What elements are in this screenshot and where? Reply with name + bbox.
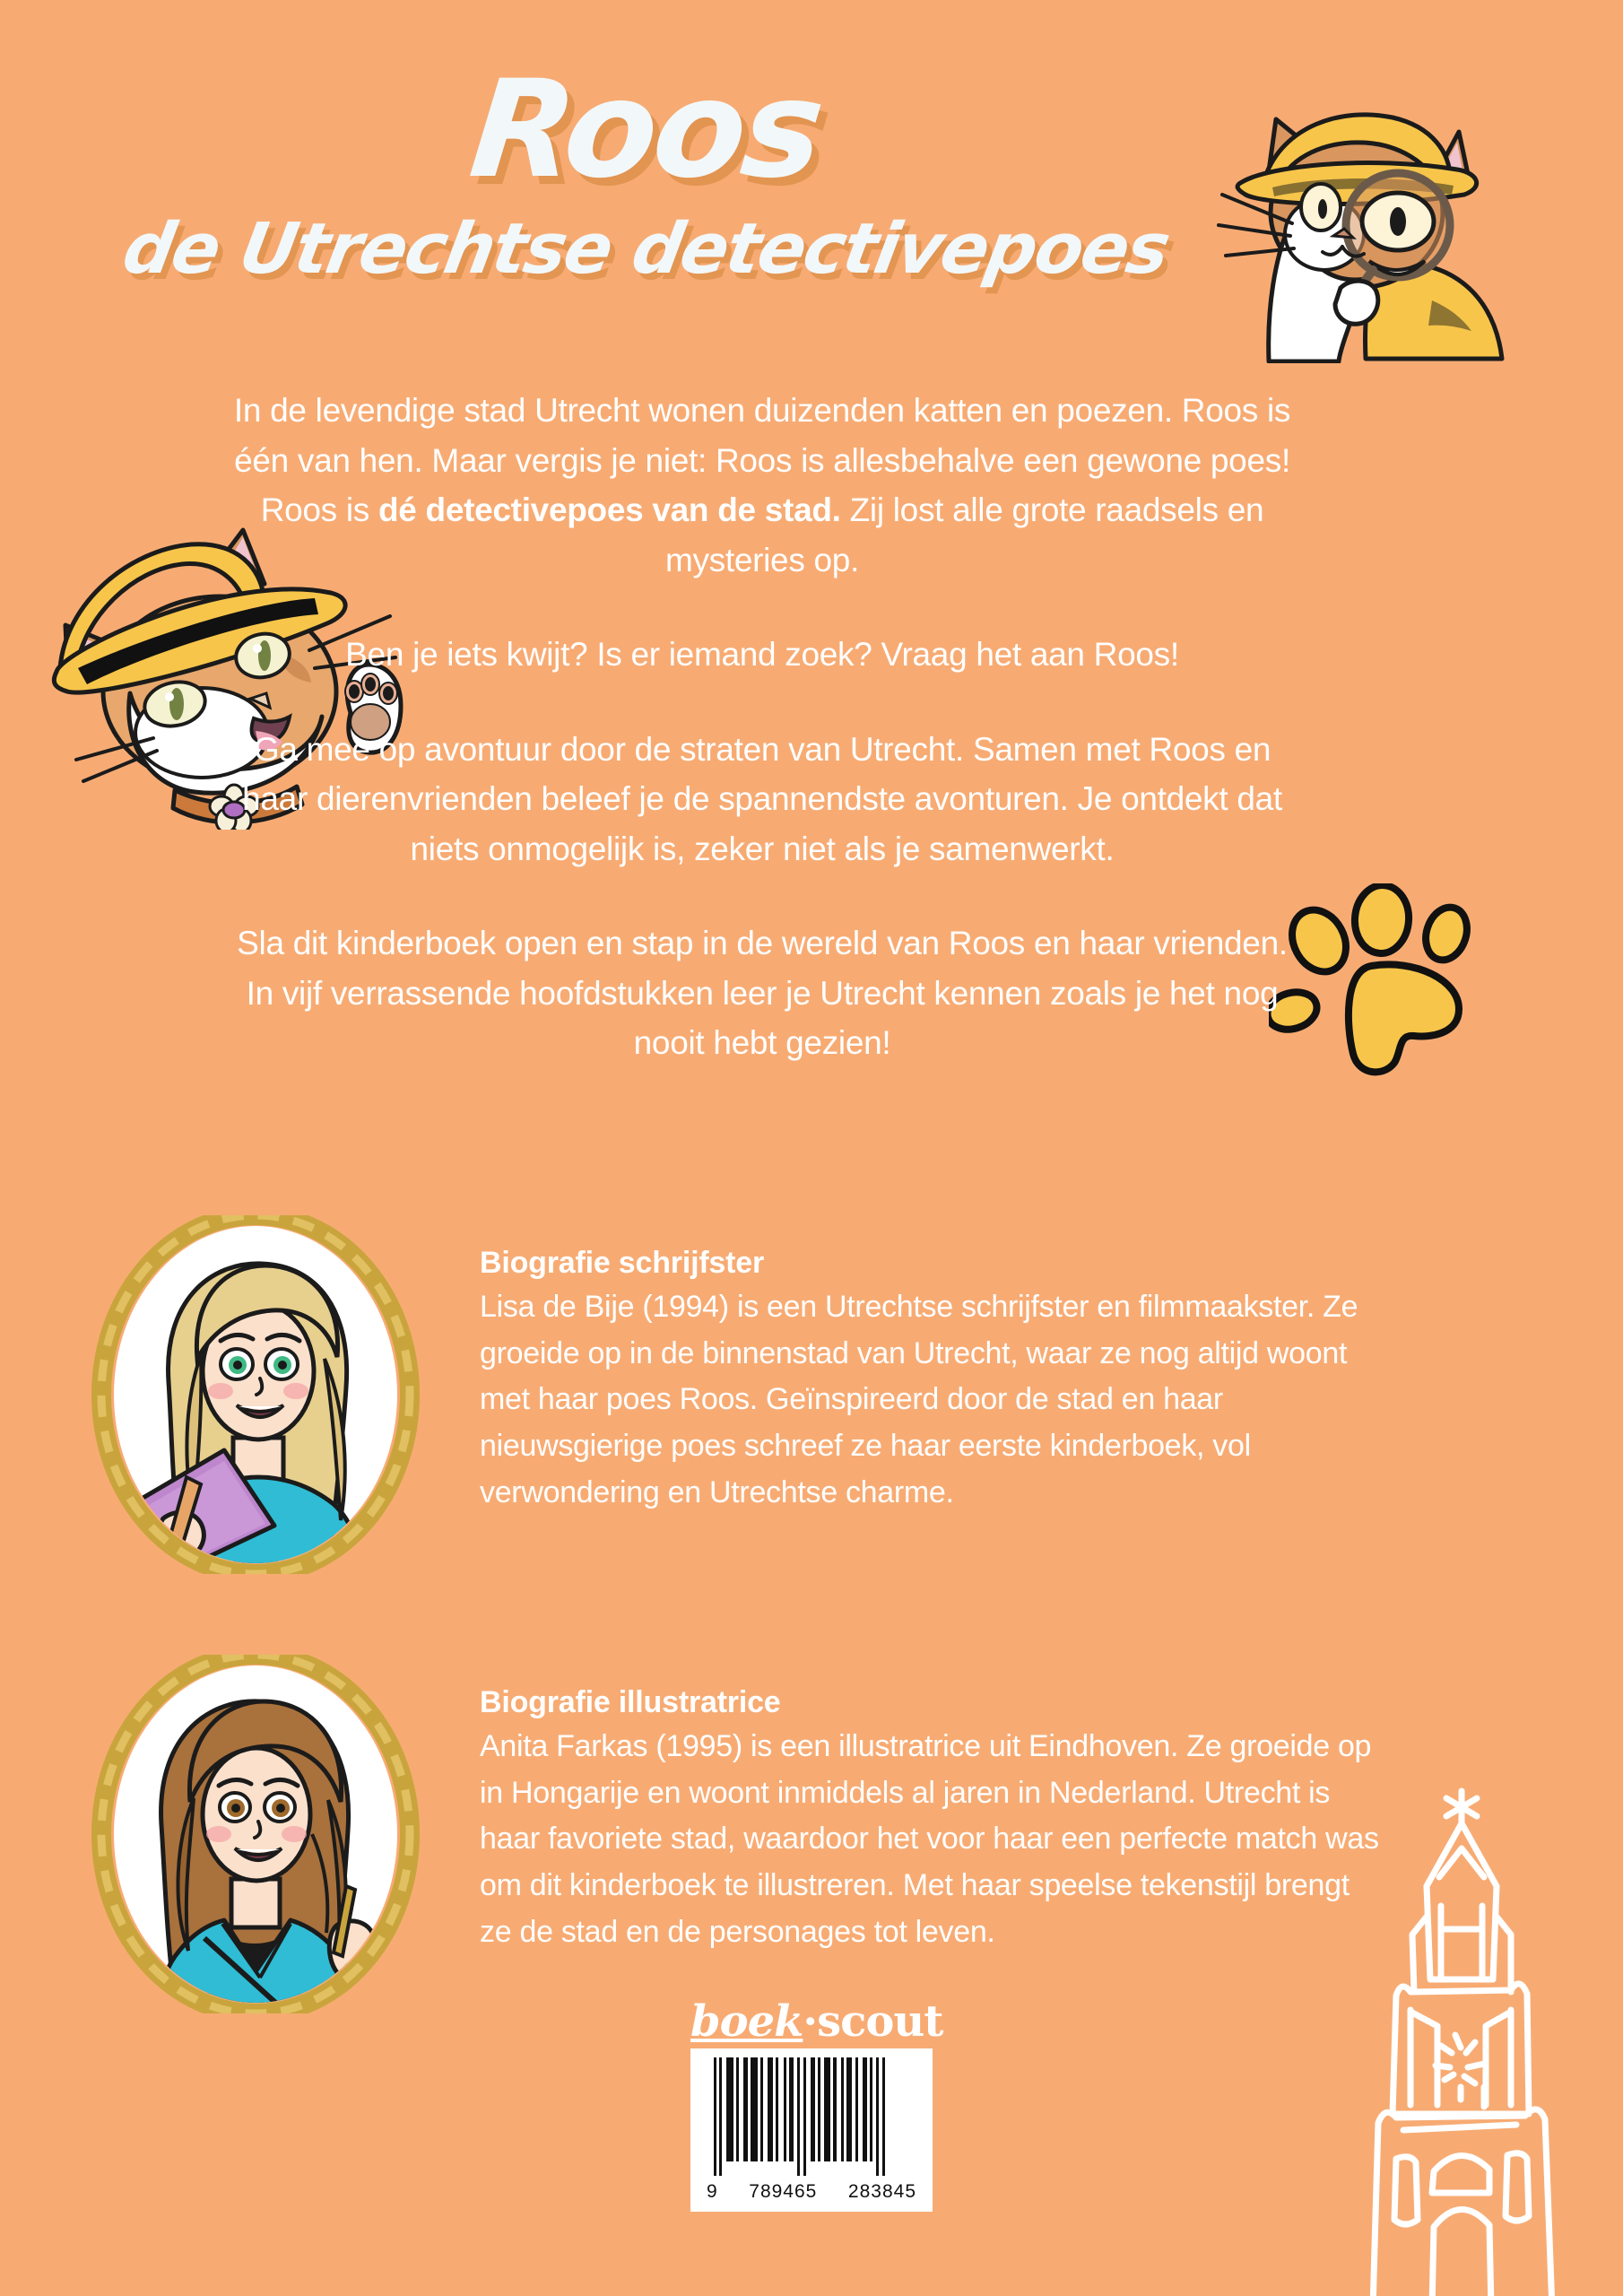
blurb-p1-part-a: In de levendige stad Utrecht wonen duizenden katten en poezen. Roos is één van hen. Maar vergis je niet: Roos is allesbehalve een gewone poes! Roos is	[233, 392, 1291, 528]
page-title: Roos	[464, 52, 828, 208]
publisher-name-separator: ·	[803, 1996, 818, 2047]
blurb-paragraph-2: Ben je iets kwijt? Is er iemand zoek? Vraag het aan Roos!	[345, 636, 1179, 673]
author-bio-heading: Biografie schrijfster	[480, 1246, 765, 1280]
author-bio-section	[90, 1215, 1385, 1574]
illustrator-bio-text	[480, 1655, 1385, 1955]
illustrator-bio-heading: Biografie illustratrice	[480, 1685, 781, 1719]
isbn-digit-right: 283845	[847, 2181, 916, 2202]
illustrator-portrait	[90, 1655, 421, 2013]
blurb-paragraph-3: Ga mee op avontuur door de straten van Utrecht. Samen met Roos en haar dierenvrienden beleef je de spannendste avonturen. Je ontdekt dat niets onmogelijk is, zeker niet als je samenwerkt.	[242, 730, 1282, 867]
isbn-digit-left: 9	[707, 2181, 718, 2202]
author-portrait	[90, 1215, 421, 1574]
isbn-barcode	[690, 2048, 933, 2212]
back-cover-blurb	[229, 386, 1296, 1068]
publisher-block	[690, 1996, 943, 2212]
author-bio-body: Lisa de Bije (1994) is een Utrechtse schrijfster en filmmaakster. Ze groeide op in de binnenstad van Utrecht, waar ze nog altijd woont met haar poes Roos. Geïnspireerd door de stad en haar nieuwsgierige poes schreef ze haar eerste kinderboek, vol verwondering en Utrechtse charme.	[480, 1290, 1358, 1509]
paw-print-icon	[1269, 883, 1493, 1081]
publisher-logo	[690, 1996, 943, 2047]
publisher-name-part2: scout	[817, 1996, 943, 2047]
publisher-name-part1: boek	[690, 1996, 803, 2047]
illustrator-bio-body: Anita Farkas (1995) is een illustratrice uit Eindhoven. Ze groeide op in Hongarije en woont inmiddels al jaren in Nederland. Utrecht is haar favoriete stad, waardoor het voor haar een perfecte match was om dit kinderboek te illustreren. Met haar speelse tekenstijl brengt ze de stad en de personages tot leven.	[480, 1729, 1379, 1949]
isbn-digit-mid: 789465	[749, 2181, 818, 2202]
blurb-paragraph-1	[229, 386, 1296, 585]
author-bio-text	[480, 1215, 1385, 1516]
illustrator-bio-section	[90, 1655, 1385, 2013]
isbn-digits	[690, 2181, 933, 2203]
blurb-p1-part-b: Zij lost alle grote raadsels en mysteries op.	[664, 491, 1264, 578]
blurb-p1-emphasis: dé detectivepoes van de stad.	[378, 491, 841, 528]
title-block	[0, 52, 1291, 290]
barcode-bars	[703, 2057, 920, 2176]
page-subtitle: de Utrechtse detectivepoes	[117, 209, 1175, 290]
blurb-paragraph-4: Sla dit kinderboek open en stap in de wereld van Roos en haar vrienden. In vijf verrassende hoofdstukken leer je Utrecht kennen zoals je het nog nooit hebt gezien!	[237, 925, 1288, 1061]
